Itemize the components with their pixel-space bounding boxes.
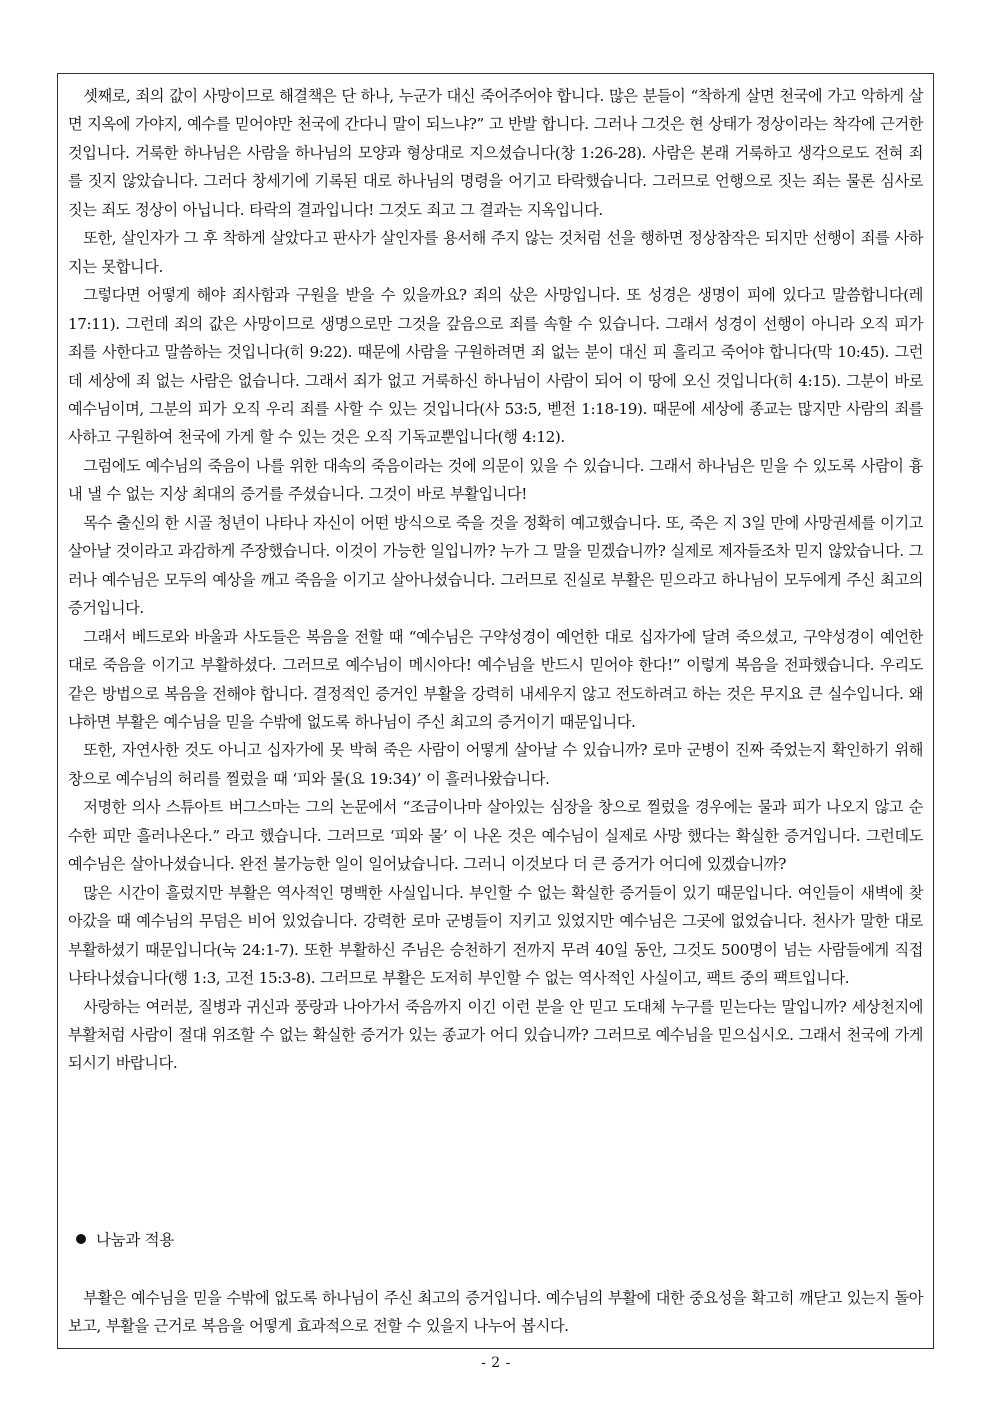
paragraph-3: 그렇다면 어떻게 해야 죄사함과 구원을 받을 수 있을까요? 죄의 삯은 사망입니다. 또 성경은 생명이 피에 있다고 말씀합니다(레 17:11). 그런데 죄의 값은 사망이므로 생명으로만 그것을 갚음으로 죄를 속할 수 있습니다. 그래서 성경이 선행이 아니라 오직 피가 죄를 사한다고 말씀하는 것입니다(히 9:22). 때문에 사람을 구원하려면 죄 없는 분이 대신 피 흘리고 죽어야 합니다(막 10:45). 그런데 세상에 죄 없는 사람은 없습니다. 그래서 죄가 없고 거룩하신 하나님이 사람이 되어 이 땅에 오신 것입니다(히 4:15). 그분이 바로 예수님이며, 그분의 피가 오직 우리 죄를 사할 수 있는 것입니다(사 53:5, 벧전 1:18-19). 때문에 세상에 종교는 많지만 사람의 죄를 사하고 구원하여 천국에 가게 할 수 있는 것은 오직 기독교뿐입니다(행 4:12). — [68, 286, 923, 447]
content-frame — [57, 73, 934, 1349]
page-number: - 2 - — [481, 1355, 511, 1371]
paragraph-9: 많은 시간이 흘렀지만 부활은 역사적인 명백한 사실입니다. 부인할 수 없는 확실한 증거들이 있기 때문입니다. 여인들이 새벽에 찾아갔을 때 예수님의 무덤은 비어 있었습니다. 강력한 로마 군병들이 지키고 있었지만 예수님은 그곳에 없었습니다. 천사가 말한 대로 부활하셨기 때문입니다(눅 24:1-7). 또한 부활하신 주님은 승천하기 전까지 무려 40일 동안, 그것도 500명이 넘는 사람들에게 직접 나타나셨습니다(행 1:3, 고전 15:3-8). 그러므로 부활은 도저히 부인할 수 없는 역사적인 사실이고, 팩트 중의 팩트입니다. — [68, 883, 923, 988]
paragraph-4: 그럼에도 예수님의 죽음이 나를 위한 대속의 죽음이라는 것에 의문이 있을 수 있습니다. 그래서 하나님은 믿을 수 있도록 사람이 흉내 낼 수 없는 지상 최대의 증거를 주셨습니다. 그것이 바로 부활입니다! — [68, 456, 923, 504]
paragraph-10: 사랑하는 여러분, 질병과 귀신과 풍랑과 나아가서 죽음까지 이긴 이런 분을 안 믿고 도대체 누구를 믿는다는 말입니까? 세상천지에 부활처럼 사람이 절대 위조할 수 없는 확실한 증거가 있는 종교가 어디 있습니까? 그러므로 예수님을 믿으십시오. 그래서 천국에 가게 되시기 바랍니다. — [68, 997, 923, 1073]
section-heading-label: 나눔과 적용 — [96, 1231, 174, 1249]
paragraph-7: 또한, 자연사한 것도 아니고 십자가에 못 박혀 죽은 사람이 어떻게 살아날 수 있습니까? 로마 군병이 진짜 죽었는지 확인하기 위해 창으로 예수님의 허리를 찔렀을 때 ‘피와 물(요 19:34)’ 이 흘러나왔습니다. — [68, 741, 923, 788]
bullet-icon — [76, 1234, 86, 1244]
paragraph-6: 그래서 베드로와 바울과 사도들은 복음을 전할 때 “예수님은 구약성경이 예언한 대로 십자가에 달려 죽으셨고, 구약성경이 예언한 대로 죽음을 이기고 부활하셨다. 그러므로 예수님이 메시아다! 예수님을 반드시 믿어야 한다!” 이렇게 복음을 전파했습니다. 우리도 같은 방법으로 복음을 전해야 합니다. 결정적인 증거인 부활을 강력히 내세우지 않고 전도하려고 하는 것은 무지요 큰 실수입니다. 왜냐하면 부활은 예수님을 믿을 수밖에 없도록 하나님이 주신 최고의 증거이기 때문입니다. — [68, 627, 923, 731]
application-paragraph: 부활은 예수님을 믿을 수밖에 없도록 하나님이 주신 최고의 증거입니다. 예수님의 부활에 대한 중요성을 확고히 깨닫고 있는지 돌아보고, 부활을 근거로 복음을 어떻게 효과적으로 전할 수 있을지 나누어 봅시다. — [68, 1289, 923, 1336]
paragraph-1: 셋째로, 죄의 값이 사망이므로 해결책은 단 하나, 누군가 대신 죽어주어야 합니다. 많은 분들이 “착하게 살면 천국에 가고 악하게 살면 지옥에 가야지, 예수를 믿어야만 천국에 간다니 말이 되느냐?” 고 반발 합니다. 그러나 그것은 현 상태가 정상이라는 착각에 근거한 것입니다. 거룩한 하나님은 사람을 하나님의 모양과 형상대로 지으셨습니다(창 1:26-28). 사람은 본래 거룩하고 생각으로도 전혀 죄를 짓지 않았습니다. 그러다 창세기에 기록된 대로 하나님의 명령을 어기고 타락했습니다. 그러므로 언행으로 짓는 죄는 물론 심사로 짓는 죄도 정상이 아닙니다. 타락의 결과입니다! 그것도 죄고 그 결과는 지옥입니다. — [68, 87, 923, 219]
paragraph-5: 목수 출신의 한 시골 청년이 나타나 자신이 어떤 방식으로 죽을 것을 정확히 예고했습니다. 또, 죽은 지 3일 만에 사망권세를 이기고 살아날 것이라고 과감하게 주장했습니다. 이것이 가능한 일입니까? 누가 그 말을 믿겠습니까? 실제로 제자들조차 믿지 않았습니다. 그러나 예수님은 모두의 예상을 깨고 죽음을 이기고 살아나셨습니다. 그러므로 진실로 부활은 믿으라고 하나님이 모두에게 주신 최고의 증거입니다. — [68, 513, 923, 618]
application-body — [68, 1284, 923, 1341]
sermon-body — [68, 82, 923, 1078]
paragraph-8: 저명한 의사 스튜아트 버그스마는 그의 논문에서 “조금이나마 살아있는 심장을 창으로 찔렀을 경우에는 물과 피가 나오지 않고 순수한 피만 흘러나온다.” 라고 했습니다. 그러므로 ‘피와 물’ 이 나온 것은 예수님이 실제로 사망 했다는 확실한 증거입니다. 그런데도 예수님은 살아나셨습니다. 완전 불가능한 일이 일어났습니다. 그러니 이것보다 더 큰 증거가 어디에 있겠습니까? — [68, 798, 923, 874]
section-heading — [76, 1224, 923, 1254]
paragraph-2: 또한, 살인자가 그 후 착하게 살았다고 판사가 살인자를 용서해 주지 않는 것처럼 선을 행하면 정상참작은 되지만 선행이 죄를 사하지는 못합니다. — [68, 229, 923, 276]
